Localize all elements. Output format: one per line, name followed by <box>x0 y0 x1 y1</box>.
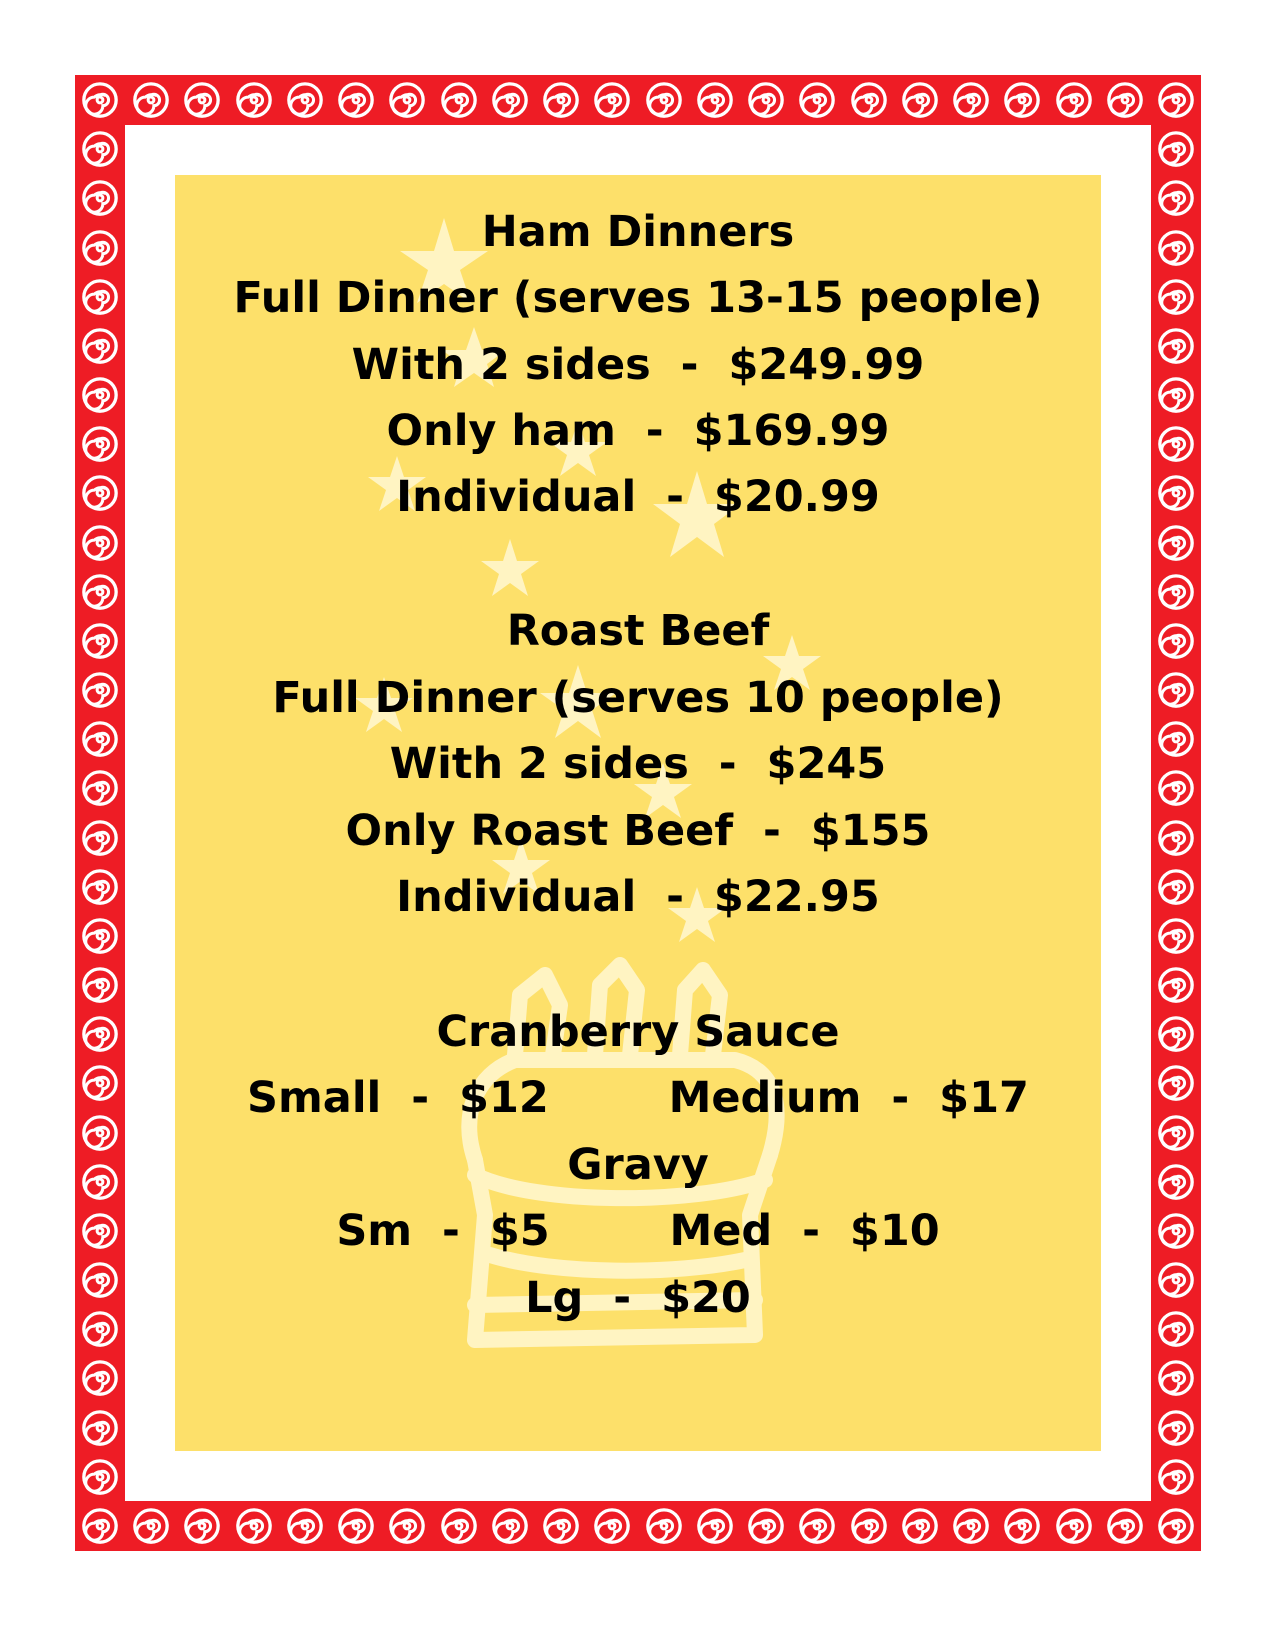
spiral-icon <box>1157 573 1195 611</box>
spiral-icon <box>542 81 580 119</box>
spiral-icon <box>440 1507 478 1545</box>
spiral-icon <box>798 81 836 119</box>
beef-individual-price: Individual - $22.95 <box>396 872 880 922</box>
spiral-icon <box>81 179 119 217</box>
spiral-icon <box>81 868 119 906</box>
spiral-icon <box>81 1310 119 1348</box>
spiral-icon <box>81 671 119 709</box>
spiral-icon <box>542 1507 580 1545</box>
spiral-icon <box>696 1507 734 1545</box>
spiral-icon <box>901 1507 939 1545</box>
spiral-icon <box>645 1507 683 1545</box>
spiral-icon <box>81 1359 119 1397</box>
spiral-icon <box>81 1261 119 1299</box>
gravy-heading: Gravy <box>567 1140 709 1190</box>
roast-beef-heading: Roast Beef <box>506 606 770 656</box>
spiral-icon <box>1003 1507 1041 1545</box>
spiral-icon <box>132 1507 170 1545</box>
cranberry-heading: Cranberry Sauce <box>436 1007 840 1057</box>
spiral-icon <box>132 81 170 119</box>
spiral-icon <box>337 81 375 119</box>
spiral-icon <box>81 622 119 660</box>
spiral-icon <box>747 81 785 119</box>
spiral-icon <box>798 1507 836 1545</box>
spiral-icon <box>1157 130 1195 168</box>
spiral-icon <box>81 425 119 463</box>
spiral-icon <box>850 81 888 119</box>
beef-with-sides-price: With 2 sides - $245 <box>389 739 887 789</box>
spiral-icon <box>747 1507 785 1545</box>
spiral-icon <box>1157 1507 1195 1545</box>
spiral-icon <box>1157 966 1195 1004</box>
spiral-icon <box>491 1507 529 1545</box>
menu-panel <box>175 175 1101 1451</box>
gravy-sm-price: Sm - $5 <box>336 1206 550 1256</box>
spiral-icon <box>81 1015 119 1053</box>
menu-content <box>175 175 1101 1451</box>
spiral-icon <box>1157 1163 1195 1201</box>
spiral-icon <box>1157 671 1195 709</box>
cranberry-prices <box>175 1072 1101 1124</box>
spiral-icon <box>81 130 119 168</box>
spiral-icon <box>1157 1261 1195 1299</box>
spiral-icon <box>1157 868 1195 906</box>
spiral-icon <box>1055 81 1093 119</box>
spiral-icon <box>286 81 324 119</box>
spiral-icon <box>952 1507 990 1545</box>
spiral-icon <box>81 720 119 758</box>
spiral-icon <box>1157 622 1195 660</box>
spiral-icon <box>1157 278 1195 316</box>
spiral-icon <box>952 81 990 119</box>
spiral-icon <box>1157 720 1195 758</box>
ham-individual-price: Individual - $20.99 <box>396 472 880 522</box>
gravy-prices <box>175 1205 1101 1257</box>
spiral-icon <box>1157 1015 1195 1053</box>
spiral-icon <box>901 81 939 119</box>
gravy-lg-price: Lg - $20 <box>525 1273 751 1323</box>
spiral-icon <box>1157 917 1195 955</box>
spiral-icon <box>593 1507 631 1545</box>
spiral-icon <box>183 81 221 119</box>
spiral-icon <box>81 1114 119 1152</box>
spiral-icon <box>1055 1507 1093 1545</box>
spiral-icon <box>235 1507 273 1545</box>
spiral-icon <box>183 1507 221 1545</box>
spiral-icon <box>1157 1212 1195 1250</box>
spiral-icon <box>1106 1507 1144 1545</box>
spiral-icon <box>645 81 683 119</box>
spiral-icon <box>337 1507 375 1545</box>
spiral-icon <box>81 819 119 857</box>
spiral-icon <box>81 769 119 807</box>
spiral-icon <box>235 81 273 119</box>
spiral-icon <box>81 966 119 1004</box>
spiral-icon <box>1157 327 1195 365</box>
spiral-icon <box>286 1507 324 1545</box>
spiral-icon <box>81 327 119 365</box>
beef-only-price: Only Roast Beef - $155 <box>345 806 931 856</box>
spiral-icon <box>1157 425 1195 463</box>
cranberry-small-price: Small - $12 <box>247 1073 549 1123</box>
cranberry-medium-price: Medium - $17 <box>668 1073 1029 1123</box>
spiral-icon <box>1157 1064 1195 1102</box>
spiral-icon <box>1157 1409 1195 1447</box>
spiral-icon <box>81 1458 119 1496</box>
spiral-icon <box>440 81 478 119</box>
spiral-icon <box>1157 376 1195 414</box>
price-gap <box>550 1206 670 1256</box>
ham-with-sides-price: With 2 sides - $249.99 <box>351 340 925 390</box>
price-gap <box>549 1073 669 1123</box>
spiral-icon <box>81 524 119 562</box>
spiral-icon <box>81 229 119 267</box>
spiral-icon <box>81 474 119 512</box>
spiral-icon <box>81 376 119 414</box>
spiral-icon <box>81 1409 119 1447</box>
spiral-icon <box>491 81 529 119</box>
spiral-icon <box>81 917 119 955</box>
ham-only-price: Only ham - $169.99 <box>386 406 890 456</box>
spiral-icon <box>81 573 119 611</box>
spiral-icon <box>1157 1114 1195 1152</box>
spiral-icon <box>1157 81 1195 119</box>
spiral-icon <box>1106 81 1144 119</box>
spiral-icon <box>81 1507 119 1545</box>
spiral-icon <box>81 278 119 316</box>
ham-dinners-heading: Ham Dinners <box>481 207 795 257</box>
spiral-icon <box>1157 474 1195 512</box>
spiral-icon <box>1157 1310 1195 1348</box>
spiral-icon <box>1157 1458 1195 1496</box>
beef-full-dinner: Full Dinner (serves 10 people) <box>272 673 1004 723</box>
spiral-icon <box>1157 769 1195 807</box>
ham-full-dinner: Full Dinner (serves 13-15 people) <box>233 273 1043 323</box>
spiral-icon <box>850 1507 888 1545</box>
gravy-med-price: Med - $10 <box>669 1206 940 1256</box>
spiral-icon <box>81 1212 119 1250</box>
spiral-icon <box>1003 81 1041 119</box>
spiral-icon <box>696 81 734 119</box>
spiral-icon <box>81 1064 119 1102</box>
spiral-icon <box>1157 229 1195 267</box>
spiral-icon <box>1157 1359 1195 1397</box>
spiral-icon <box>388 81 426 119</box>
spiral-icon <box>1157 179 1195 217</box>
spiral-icon <box>81 1163 119 1201</box>
spiral-icon <box>593 81 631 119</box>
spiral-icon <box>388 1507 426 1545</box>
spiral-icon <box>81 81 119 119</box>
spiral-icon <box>1157 524 1195 562</box>
spiral-icon <box>1157 819 1195 857</box>
